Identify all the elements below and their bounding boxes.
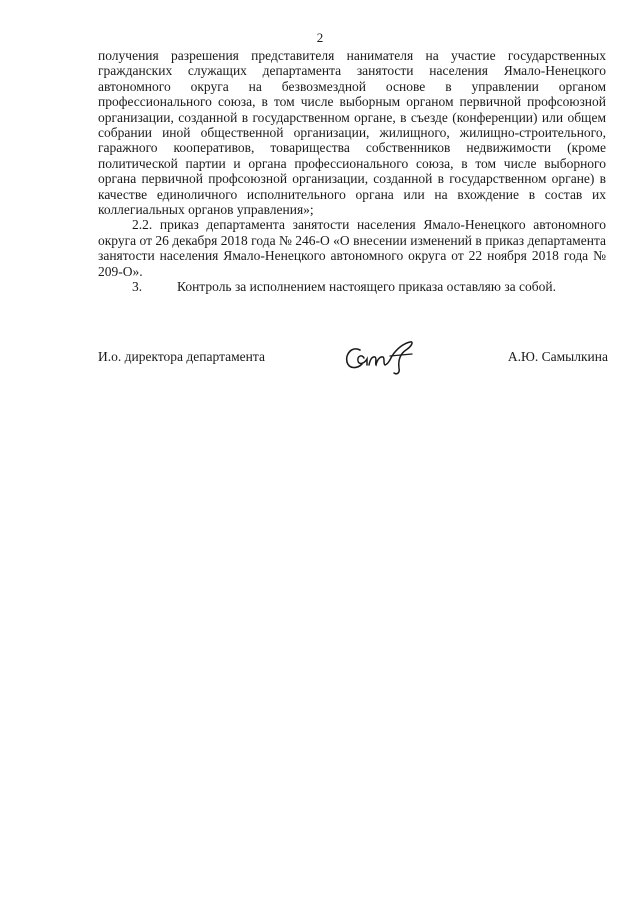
- item-3-number: 3.: [132, 279, 143, 295]
- page-number: 2: [316, 30, 324, 45]
- paragraph-item-2-2: 2.2. приказ департамента занятости населения Ямало-Ненецкого автономного округа от 26 декабря 2018 года № 246-О «О внесении изменений в приказ департамента занятости населения Ямало-Ненецкого автономного округа от 22 ноября 2018 года № 209-О».: [98, 217, 606, 279]
- document-body: [98, 48, 606, 295]
- item-3-text: Контроль за исполнением настоящего приказа оставляю за собой.: [177, 279, 556, 295]
- handwritten-signature: [342, 340, 424, 376]
- paragraph-continuation: получения разрешения представителя нанимателя на участие государственных гражданских служащих департамента занятости населения Ямало-Ненецкого автономного округа на безвозмездной основе в управлении органом профессионального союза, в том числе выборным органом первичной профсоюзной организации, созданной в государственном органе, в съезде (конференции) или общем собрании иной общественной организации, жилищного, жилищно-строительного, гаражного кооперативов, товарищества собственников недвижимости (кроме политической партии и органа профессионального союза, в том числе выборного органа первичной профсоюзной организации, созданной в государственном органе) в качестве единоличного исполнительного органа или на вхождение в состав их коллегиальных органов управления»;: [98, 48, 606, 218]
- paragraph-item-3: [98, 279, 606, 294]
- signature-block: [98, 346, 608, 386]
- signatory-name: А.Ю. Самылкина: [507, 349, 608, 364]
- signatory-position: И.о. директора департамента: [98, 349, 265, 364]
